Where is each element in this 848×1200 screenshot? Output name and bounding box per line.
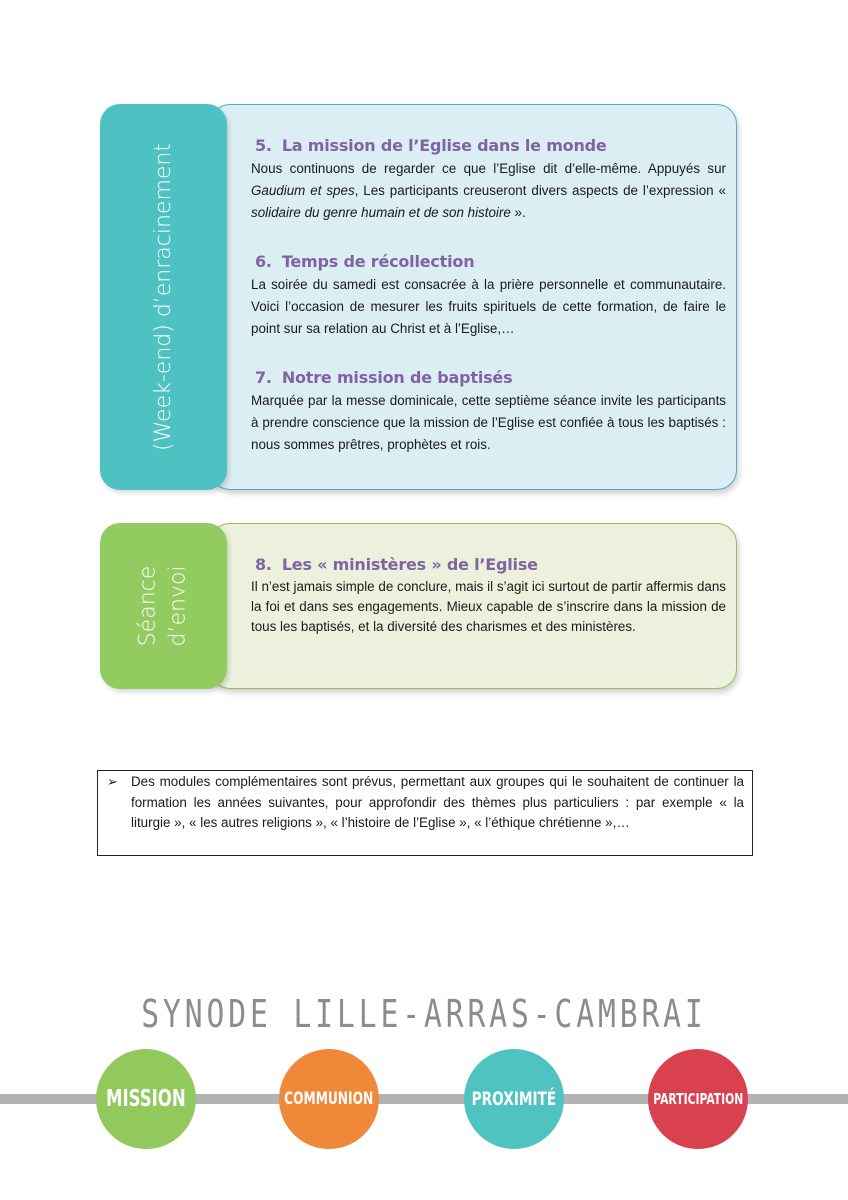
badge-proximite: PROXIMITÉ bbox=[464, 1049, 564, 1149]
badge-communion: COMMUNION bbox=[279, 1049, 379, 1149]
section-6 bbox=[251, 252, 726, 340]
module-card-enracinement bbox=[100, 104, 737, 490]
section-8 bbox=[251, 555, 726, 637]
section-text: Marquée par la messe dominicale, cette septième séance invite les participants à prendre conscience que la mission de l’Eglise est confiée à tous les baptisés : nous sommes prêtres, prophètes et rois. bbox=[251, 393, 726, 452]
section-text: Nous continuons de regarder ce que l’Eglise dit d’elle-même. Appuyés sur Gaudium et spes, Les participants creuseront divers aspects de l’expression « solidaire du genre humain et de son histoire ». bbox=[251, 161, 726, 220]
badge-mission: MISSION bbox=[96, 1049, 196, 1149]
side-label-text: (Week-end) d’enracinement bbox=[150, 143, 176, 451]
section-text: Il n’est jamais simple de conclure, mais il s’agit ici surtout de partir affermis dans la foi et dans ses engagements. Mieux capable de s’inscrire dans la mission de tous les baptisés, et la diversité des charismes et des ministères. bbox=[251, 579, 726, 634]
italic-text: solidaire du genre humain et de son histoire bbox=[251, 205, 511, 220]
complementary-modules-note bbox=[97, 770, 753, 856]
card-side-label bbox=[100, 104, 227, 490]
section-title: 8. Les « ministères » de l’Eglise bbox=[255, 555, 538, 574]
section-title: 6. Temps de récollection bbox=[255, 252, 475, 271]
card-side-label bbox=[100, 523, 227, 689]
arrow-bullet-icon: ➢ bbox=[107, 774, 118, 789]
synode-title: SYNODE LILLE-ARRAS-CAMBRAI bbox=[141, 992, 707, 1036]
side-label-text: Séance d’envoi bbox=[135, 565, 191, 647]
section-title: 7. Notre mission de baptisés bbox=[255, 368, 513, 387]
section-text: La soirée du samedi est consacrée à la prière personnelle et communautaire. Voici l’occasion de mesurer les fruits spirituels de cette formation, de faire le point sur sa relation au Christ et à l’Eglise,… bbox=[251, 277, 726, 336]
badge-participation: PARTICIPATION bbox=[648, 1049, 748, 1149]
module-card-envoi bbox=[100, 523, 737, 689]
note-text: Des modules complémentaires sont prévus, permettant aux groupes qui le souhaitent de continuer la formation les années suivantes, pour approfondir des thèmes plus particuliers : par exemple « la liturgie », « les autres religions », « l’histoire de l’Eglise », « l’éthique chrétienne »,… bbox=[131, 774, 744, 830]
section-7 bbox=[251, 368, 726, 456]
italic-text: Gaudium et spes bbox=[251, 183, 355, 198]
section-title: 5. La mission de l’Eglise dans le monde bbox=[255, 136, 607, 155]
section-5 bbox=[251, 136, 726, 224]
